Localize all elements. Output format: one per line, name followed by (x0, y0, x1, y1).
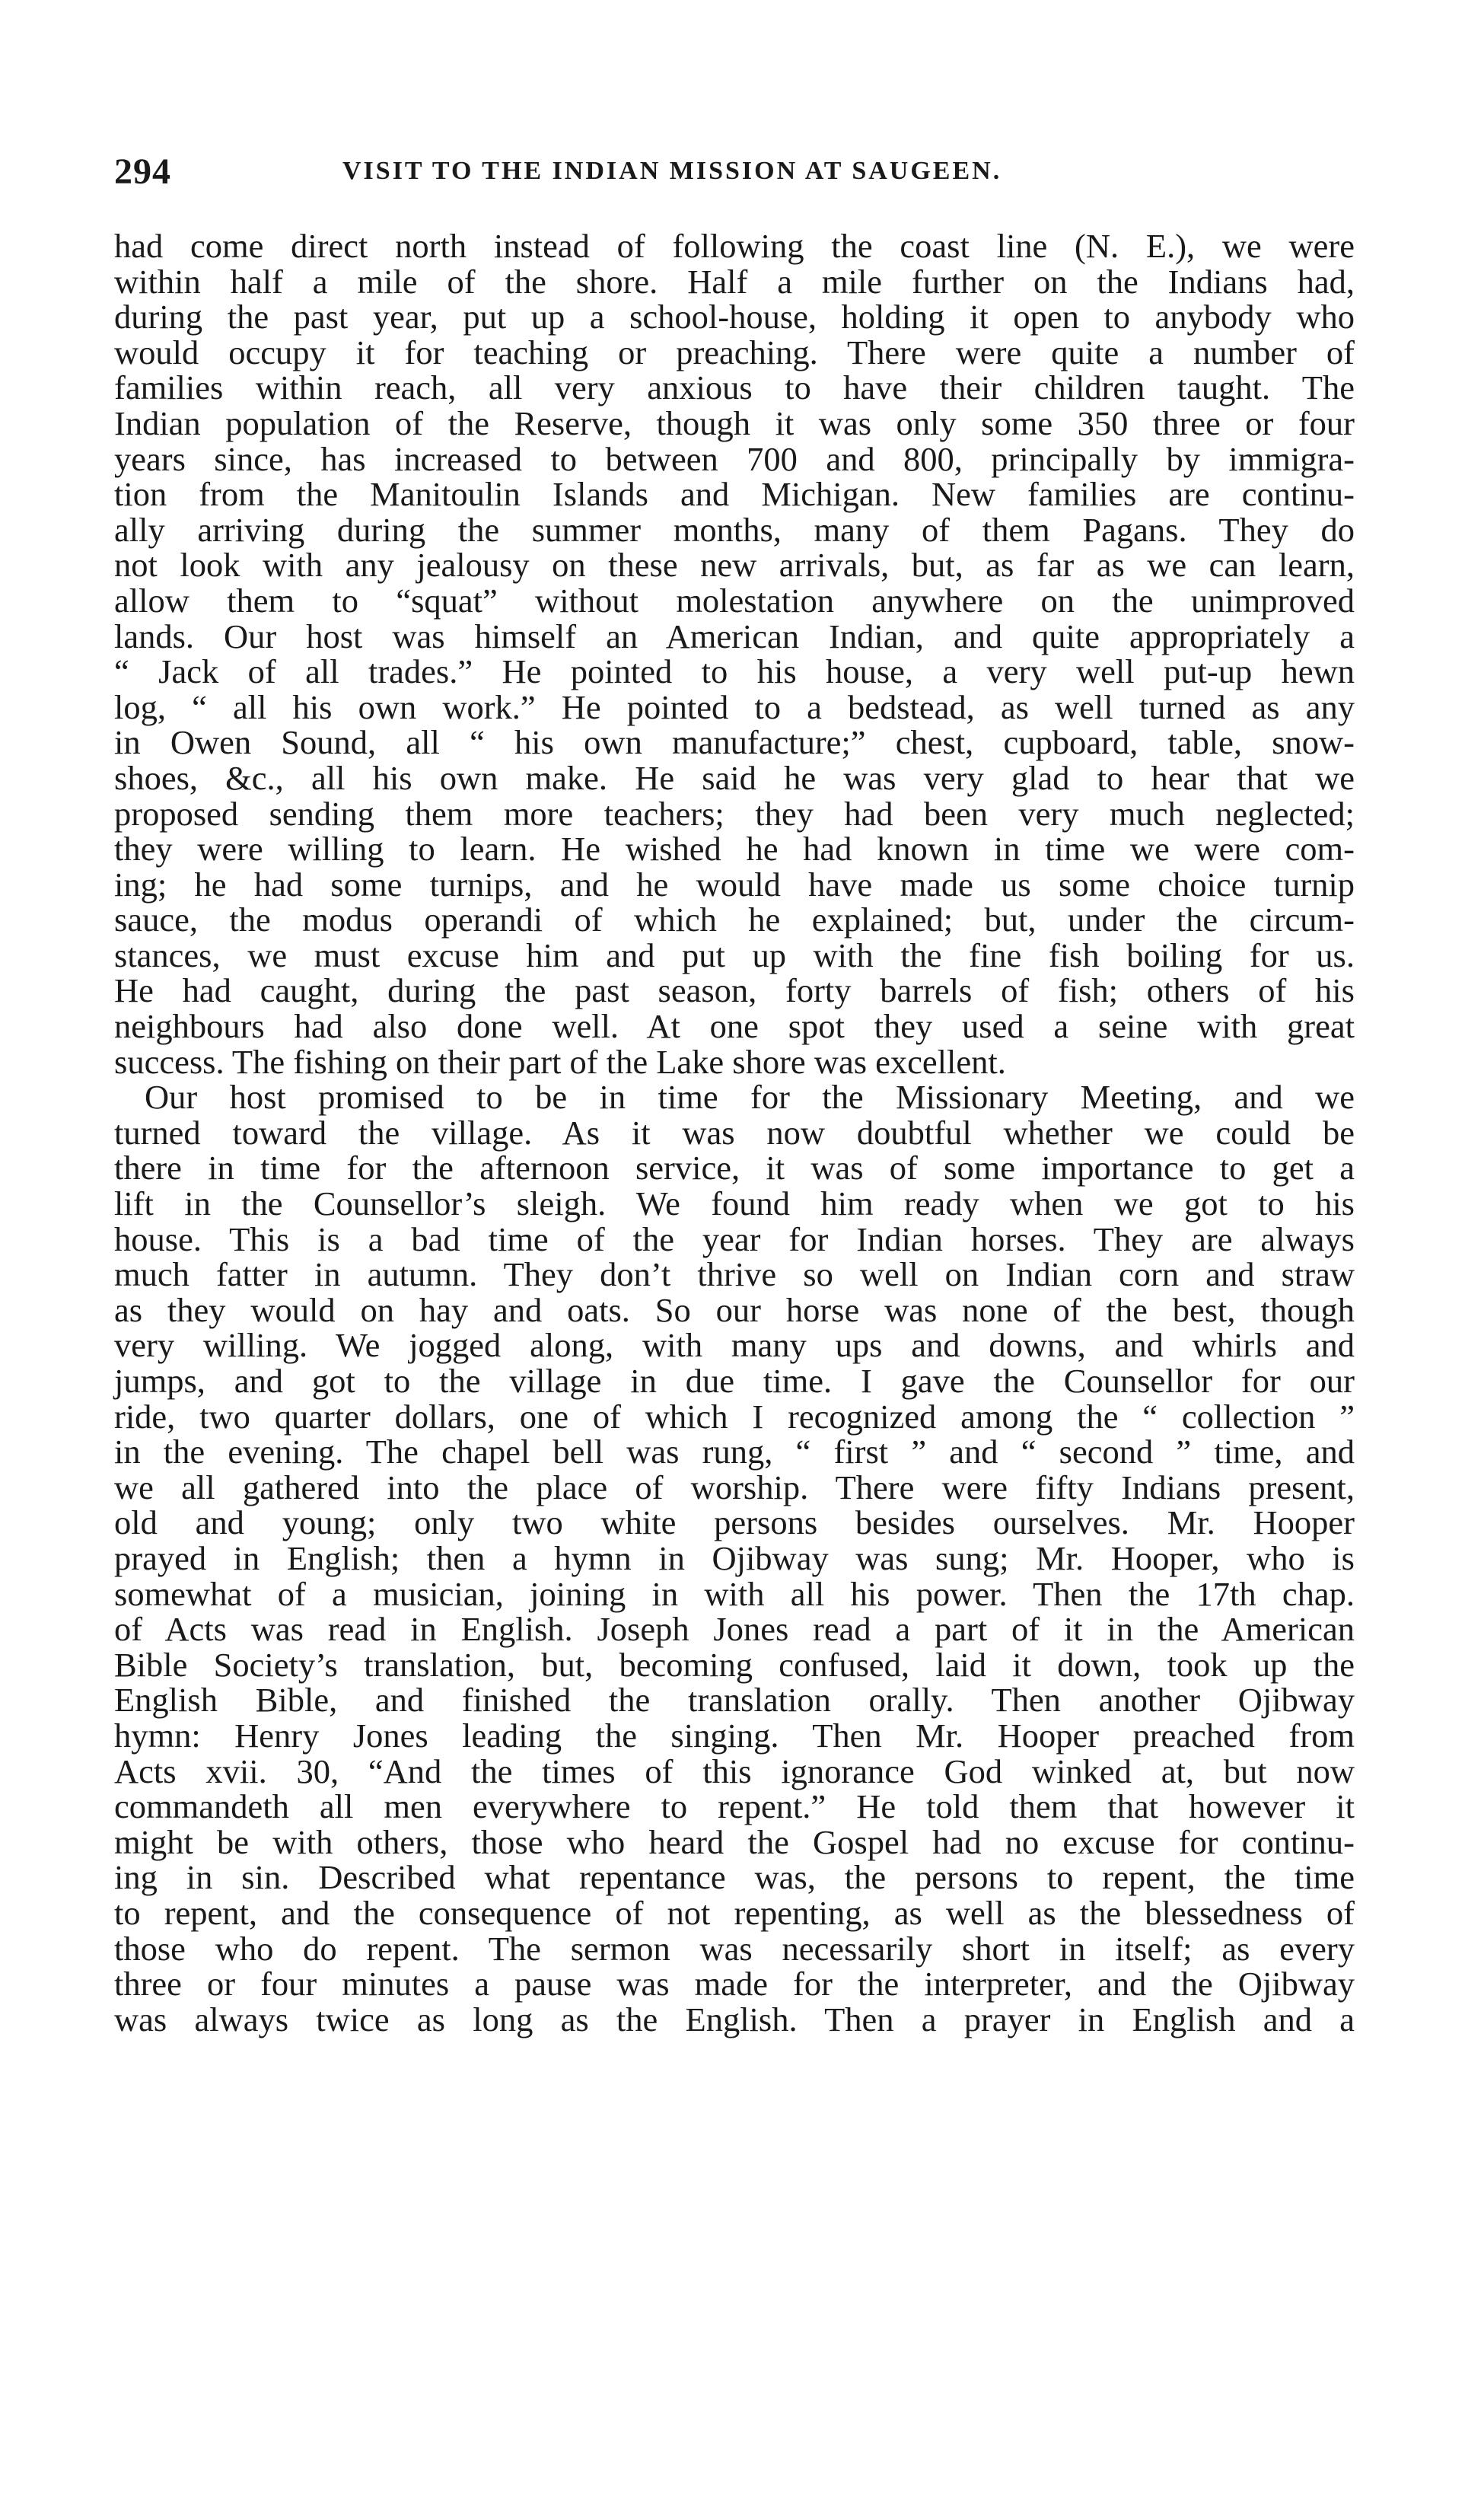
text-line: neighbours had also done well. At one spot they used a seine with great (114, 1007, 1355, 1046)
text-line: in the evening. The chapel bell was rung, “ first ” and “ second ” time, and (114, 1433, 1355, 1471)
text-line: success. The fishing on their part of the Lake shore was excellent. (114, 1042, 1006, 1081)
text-line: was always twice as long as the English. Then a prayer in English and a (114, 2000, 1355, 2038)
text-line: families within reach, all very anxious to have their children taught. The (114, 368, 1355, 407)
text-line: ing; he had some turnips, and he would have made us some choice turnip (114, 865, 1355, 904)
text-line (114, 2037, 1355, 2073)
text-line: house. This is a bad time of the year for Indian horses. They are always (114, 1219, 1355, 1258)
text-line: would occupy it for teaching or preaching. There were quite a number of (114, 333, 1355, 371)
text-line: turned toward the village. As it was now doubtful whether we could be (114, 1113, 1355, 1152)
text-line: within half a mile of the shore. Half a mile further on the Indians had, (114, 262, 1355, 301)
text-line: Bible Society’s translation, but, becoming confused, laid it down, took up the (114, 1645, 1355, 1684)
text-line: allow them to “squat” without molestation anywhere on the unimproved (114, 581, 1355, 620)
text-line: proposed sending them more teachers; they had been very much neglected; (114, 794, 1355, 833)
text-line: tion from the Manitoulin Islands and Michigan. New families are continu- (114, 475, 1355, 514)
running-title: VISIT TO THE INDIAN MISSION AT SAUGEEN. (342, 157, 1002, 185)
text-line: to repent, and the consequence of not repenting, as well as the blessedness of (114, 1893, 1355, 1932)
text-line: in Owen Sound, all “ his own manufacture;” chest, cupboard, table, snow- (114, 723, 1355, 762)
text-line: He had caught, during the past season, forty barrels of fish; others of his (114, 971, 1355, 1010)
text-line: Acts xvii. 30, “And the times of this ignorance God winked at, but now (114, 1752, 1355, 1790)
text-line: years since, has increased to between 700 and 800, principally by immigra- (114, 439, 1355, 478)
text-line: hymn: Henry Jones leading the singing. Then Mr. Hooper preached from (114, 1716, 1355, 1755)
text-line: three or four minutes a pause was made for the interpreter, and the Ojibway (114, 1965, 1355, 2003)
text-line: much fatter in autumn. They don’t thrive so well on Indian corn and straw (114, 1255, 1355, 1294)
text-line: lands. Our host was himself an American Indian, and quite appropriately a (114, 617, 1355, 655)
text-line: stances, we must excuse him and put up with the fine fish boiling for us. (114, 936, 1355, 974)
text-line: somewhat of a musician, joining in with all his power. Then the 17th chap. (114, 1574, 1355, 1613)
text-line: had come direct north instead of following the coast line (N. E.), we were (114, 227, 1355, 265)
text-line: prayed in English; then a hymn in Ojibway was sung; Mr. Hooper, who is (114, 1538, 1355, 1577)
text-line: ing in sin. Described what repentance was, the persons to repent, the time (114, 1858, 1355, 1897)
text-line: they were willing to learn. He wished he had known in time we were com- (114, 830, 1355, 869)
text-line: lift in the Counsellor’s sleigh. We found him ready when we got to his (114, 1184, 1355, 1223)
body-text (114, 228, 1355, 2073)
page-header (114, 151, 1355, 196)
text-line: sauce, the modus operandi of which he explained; but, under the circum- (114, 900, 1355, 939)
text-line: Our host promised to be in time for the Missionary Meeting, and we (145, 1078, 1355, 1117)
text-line: very willing. We jogged along, with many ups and downs, and whirls and (114, 1326, 1355, 1365)
text-line: we all gathered into the place of worship. There were fifty Indians present, (114, 1468, 1355, 1506)
text-line: old and young; only two white persons besides ourselves. Mr. Hooper (114, 1503, 1355, 1542)
text-line: shoes, &c., all his own make. He said he was very glad to hear that we (114, 758, 1355, 797)
text-line: not look with any jealousy on these new arrivals, but, as far as we can learn, (114, 546, 1355, 585)
text-line: log, “ all his own work.” He pointed to a bedstead, as well turned as any (114, 687, 1355, 726)
text-line: of Acts was read in English. Joseph Jones read a part of it in the American (114, 1610, 1355, 1649)
text-line: ride, two quarter dollars, one of which I recognized among the “ collection ” (114, 1397, 1355, 1436)
text-line: might be with others, those who heard the Gospel had no excuse for continu- (114, 1822, 1355, 1861)
page-number: 294 (114, 151, 171, 192)
text-line: those who do repent. The sermon was necessarily short in itself; as every (114, 1929, 1355, 1968)
text-line: ally arriving during the summer months, many of them Pagans. They do (114, 510, 1355, 549)
text-line: as they would on hay and oats. So our horse was none of the best, though (114, 1290, 1355, 1329)
text-line: English Bible, and finished the translation orally. Then another Ojibway (114, 1681, 1355, 1720)
text-line: Indian population of the Reserve, though it was only some 350 three or four (114, 403, 1355, 442)
text-line: there in time for the afternoon service, it was of some importance to get a (114, 1149, 1355, 1187)
text-line: “ Jack of all trades.” He pointed to his house, a very well put-up hewn (114, 652, 1355, 691)
text-line: commandeth all men everywhere to repent.” He told them that however it (114, 1787, 1355, 1826)
text-line: jumps, and got to the village in due time. I gave the Counsellor for our (114, 1362, 1355, 1400)
text-line: during the past year, put up a school-house, holding it open to anybody who (114, 298, 1355, 336)
